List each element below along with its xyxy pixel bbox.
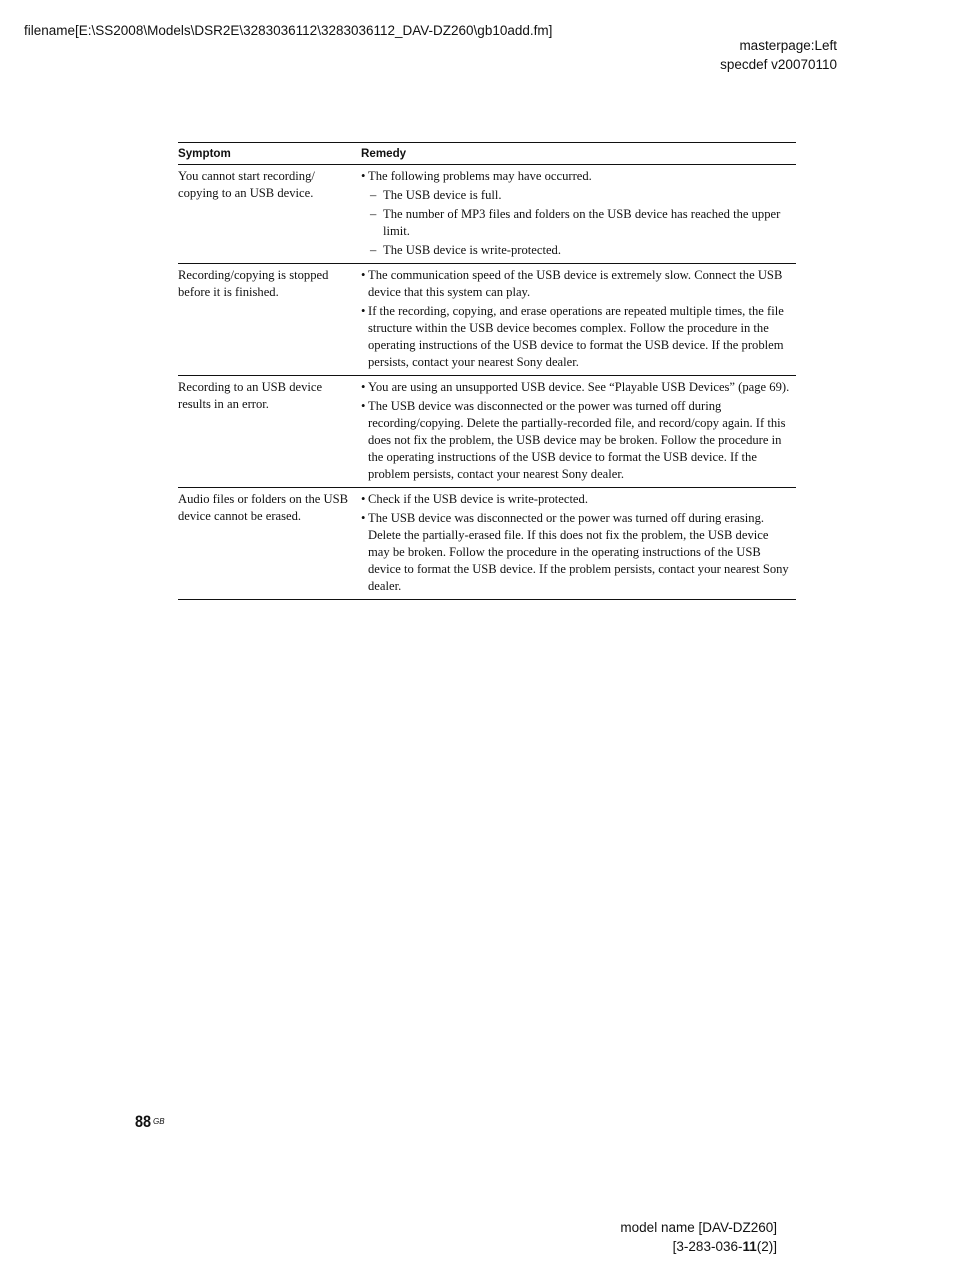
document-code-suffix: (2)] — [756, 1239, 777, 1254]
bullet-icon: • — [361, 380, 366, 394]
dash-icon: – — [370, 243, 377, 257]
remedy-item — [361, 398, 790, 483]
bullet-icon: • — [361, 492, 366, 506]
remedy-item — [361, 379, 790, 396]
remedy-subitem — [368, 242, 790, 259]
table-row — [178, 376, 796, 488]
dash-icon: – — [370, 207, 377, 221]
dash-icon: – — [370, 188, 377, 202]
document-code — [673, 1237, 777, 1256]
filename-line: filename[E:\SS2008\Models\DSR2E\3283036112\3283036112_DAV-DZ260\gb10add.fm] — [24, 23, 553, 38]
remedy-list — [361, 379, 790, 483]
remedy-text: Check if the USB device is write-protected. — [368, 492, 588, 506]
table-row — [178, 488, 796, 600]
specdef-label: specdef v20070110 — [720, 57, 837, 72]
remedy-text: The USB device was disconnected or the power was turned off during erasing. Delete the partially-erased file. If this does not fix the problem, the USB device may be broken. Follow the procedure in the operating instructions of the USB device to format the USB device. If the problem persists, contact your nearest Sony dealer. — [368, 511, 789, 593]
symptom-cell: Recording to an USB device results in an error. — [178, 376, 361, 488]
remedy-list — [361, 168, 790, 259]
remedy-subitem-text: The USB device is write-protected. — [383, 243, 562, 257]
table-row — [178, 165, 796, 264]
page-region-suffix: GB — [153, 1117, 165, 1126]
remedy-text: You are using an unsupported USB device. See “Playable USB Devices” (page 69). — [368, 380, 790, 394]
remedy-list — [361, 491, 790, 595]
remedy-item — [361, 267, 790, 301]
remedy-item — [361, 303, 790, 371]
symptom-cell: Recording/copying is stopped before it is finished. — [178, 264, 361, 376]
symptom-cell: Audio files or folders on the USB device cannot be erased. — [178, 488, 361, 600]
remedy-subitem — [368, 187, 790, 204]
bullet-icon: • — [361, 304, 366, 318]
bullet-icon: • — [361, 399, 366, 413]
remedy-sublist — [368, 187, 790, 259]
remedy-subitem — [368, 206, 790, 240]
remedy-item — [361, 491, 790, 508]
bullet-icon: • — [361, 511, 366, 525]
remedy-cell — [361, 165, 796, 264]
remedy-subitem-text: The number of MP3 files and folders on the USB device has reached the upper limit. — [383, 207, 781, 238]
remedy-text: The following problems may have occurred. — [368, 169, 592, 183]
remedy-column-header: Remedy — [361, 143, 796, 165]
troubleshooting-table — [178, 142, 796, 600]
masterpage-label: masterpage:Left — [739, 38, 837, 53]
page-number: 88 — [135, 1112, 152, 1131]
remedy-item — [361, 168, 790, 259]
document-code-revision: 11 — [742, 1239, 757, 1254]
remedy-item — [361, 510, 790, 595]
bullet-icon: • — [361, 169, 366, 183]
table-header-row — [178, 143, 796, 165]
remedy-cell — [361, 264, 796, 376]
remedy-cell — [361, 376, 796, 488]
table-row — [178, 264, 796, 376]
remedy-text: The communication speed of the USB device is extremely slow. Connect the USB device that this system can play. — [368, 268, 783, 299]
symptom-cell: You cannot start recording/ copying to an USB device. — [178, 165, 361, 264]
document-code-prefix: [3-283-036- — [672, 1239, 743, 1254]
remedy-list — [361, 267, 790, 371]
symptom-column-header: Symptom — [178, 143, 361, 165]
remedy-text: The USB device was disconnected or the power was turned off during recording/copying. Delete the partially-recorded file, and record/copy again. If this does not fix the problem, the USB device may be broken. Follow the procedure in the operating instructions of the USB device to format the USB device. If the problem persists, contact your nearest Sony dealer. — [368, 399, 786, 481]
remedy-subitem-text: The USB device is full. — [383, 188, 502, 202]
remedy-cell — [361, 488, 796, 600]
remedy-text: If the recording, copying, and erase operations are repeated multiple times, the file structure within the USB device becomes complex. Follow the procedure in the operating instructions of the USB device to format the USB device. If the problem persists, contact your nearest Sony dealer. — [368, 304, 784, 369]
model-name: model name [DAV-DZ260] — [620, 1220, 777, 1235]
bullet-icon: • — [361, 268, 366, 282]
